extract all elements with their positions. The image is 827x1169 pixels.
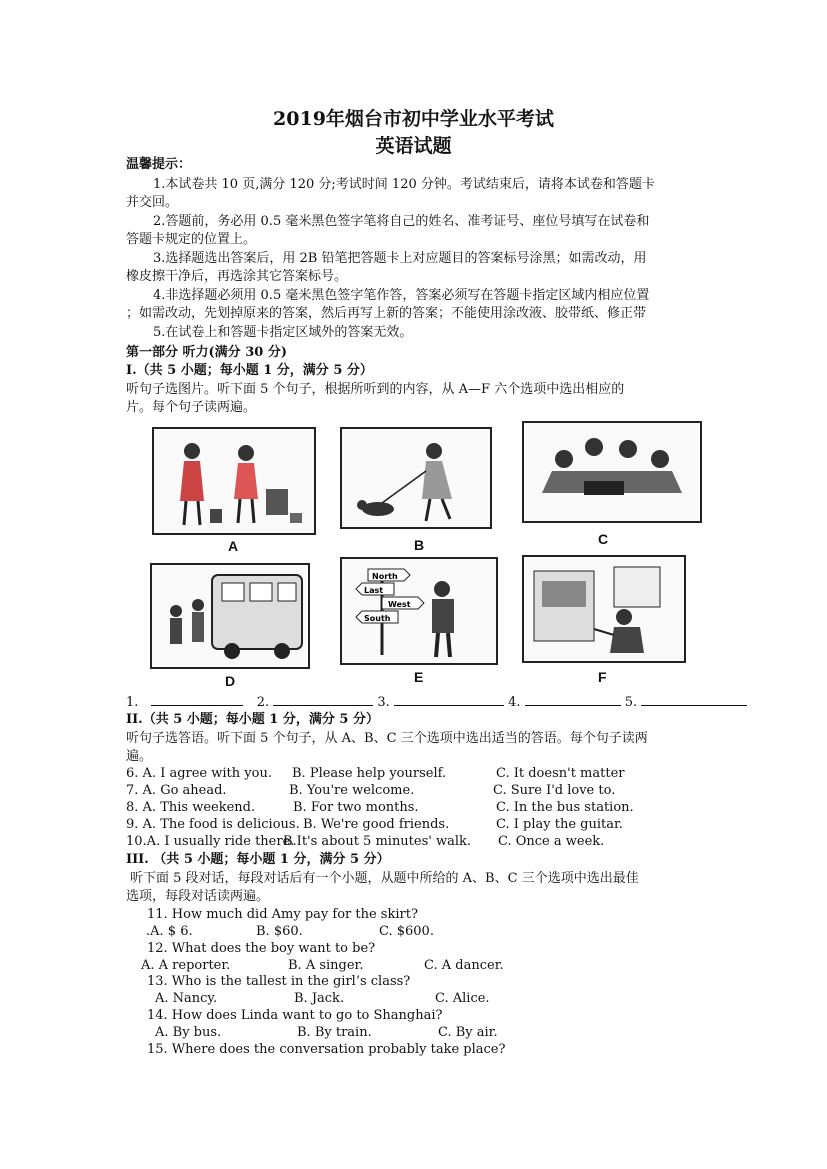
section-two-instruction-cont: 遍。 <box>126 749 153 764</box>
q15-question: 15. Where does the conversation probably take place? <box>147 1042 506 1057</box>
q8-option-b: B. For two months. <box>293 800 419 815</box>
blank-label-2: 2. <box>256 695 270 710</box>
notice-item-3: 3.选择题选出答案后，用 2B 铅笔把答题卡上对应题目的答案标号涂黑；如需改动，用 <box>153 251 647 266</box>
q11-option-c: C. $600. <box>379 924 434 939</box>
picture-f-cooking <box>522 555 686 663</box>
q10-option-c: C. Once a week. <box>498 834 605 849</box>
section-one-instruction: 听句子选图片。听下面 5 个句子，根据所听到的内容，从 A—F 六个选项中选出相应的 <box>126 382 625 397</box>
q13-option-c: C. Alice. <box>435 991 490 1006</box>
q10-option-b: B.It's about 5 minutes' walk. <box>283 834 472 849</box>
q10-option-a: 10.A. I usually ride there. <box>126 834 295 849</box>
picture-d-bus <box>150 563 310 669</box>
section-three-heading: III. （共 5 小题；每小题 1 分，满分 5 分） <box>126 852 390 867</box>
sign-north: North <box>372 572 398 581</box>
walking-dog-illustration <box>342 429 490 527</box>
notice-item-3-cont: 橡皮擦干净后，再选涂其它答案标号。 <box>126 269 348 284</box>
sign-south: South <box>364 614 391 623</box>
q11-question: 11. How much did Amy pay for the skirt? <box>147 907 418 922</box>
q9-option-a: 9. A. The food is delicious. <box>126 817 300 832</box>
picture-e-signpost <box>340 557 498 665</box>
q12-question: 12. What does the boy want to be? <box>147 941 376 956</box>
notice-item-5: 5.在试卷上和答题卡指定区域外的答案无效。 <box>153 325 413 340</box>
q12-option-a: A. A reporter. <box>141 958 231 973</box>
answer-blank-4[interactable] <box>525 693 621 706</box>
q13-option-a: A. Nancy. <box>155 991 218 1006</box>
q11-option-b: B. $60. <box>256 924 303 939</box>
answer-blanks-row <box>126 693 747 711</box>
picture-b-walking-dog <box>340 427 492 529</box>
section-three-instruction: 听下面 5 段对话，每段对话后有一个小题，从题中所给的 A、B、C 三个选项中选出最佳 <box>130 871 639 886</box>
blank-label-5: 5. <box>624 695 638 710</box>
q9-option-c: C. I play the guitar. <box>496 817 623 832</box>
notice-item-4-cont: ；如需改动，先划掉原来的答案，然后再写上新的答案；不能使用涂改液、胶带纸、修正带 <box>126 306 647 321</box>
q7-option-b: B. You're welcome. <box>289 783 415 798</box>
signpost-illustration <box>342 559 496 663</box>
q14-option-a: A. By bus. <box>155 1025 222 1040</box>
q6-option-b: B. Please help yourself. <box>292 766 447 781</box>
picture-a-shopping <box>152 427 316 535</box>
q6-option-c: C. It doesn't matter <box>496 766 625 781</box>
exam-subtitle: 英语试题 <box>375 135 452 157</box>
section-one-heading: I.（共 5 小题；每小题 1 分，满分 5 分） <box>126 363 373 378</box>
notice-item-2-cont: 答题卡规定的位置上。 <box>126 232 257 247</box>
notice-item-1-cont: 并交回。 <box>126 195 179 210</box>
blank-label-3: 3. <box>377 695 390 710</box>
section-one-instruction-cont: 片。每个句子读两遍。 <box>126 400 257 415</box>
picture-label-d: D <box>225 673 236 689</box>
q12-option-c: C. A dancer. <box>424 958 504 973</box>
q14-question: 14. How does Linda want to go to Shanghai? <box>147 1008 443 1023</box>
blank-label-4: 4. <box>508 695 521 710</box>
section-two-instruction: 听句子选答语。听下面 5 个句子，从 A、B、C 三个选项中选出适当的答语。每个句子读两 <box>126 731 648 746</box>
notice-heading: 温馨提示： <box>126 157 192 172</box>
q7-option-c: C. Sure I'd love to. <box>493 783 616 798</box>
shopping-illustration <box>154 429 314 533</box>
section-two-heading: II.（共 5 小题；每小题 1 分，满分 5 分） <box>126 712 379 727</box>
q8-option-c: C. In the bus station. <box>496 800 634 815</box>
picture-label-c: C <box>598 531 609 547</box>
q14-option-c: C. By air. <box>438 1025 498 1040</box>
picture-label-b: B <box>414 537 425 553</box>
picture-label-f: F <box>598 669 607 685</box>
picture-label-a: A <box>228 538 239 554</box>
q8-option-a: 8. A. This weekend. <box>126 800 256 815</box>
exam-title: 2019年烟台市初中学业水平考试 <box>273 108 554 130</box>
sign-west: West <box>388 600 411 609</box>
answer-blank-1[interactable] <box>151 693 243 706</box>
group-study-illustration <box>524 423 700 521</box>
q12-option-b: B. A singer. <box>288 958 364 973</box>
q13-question: 13. Who is the tallest in the girl’s class? <box>147 974 411 989</box>
q7-option-a: 7. A. Go ahead. <box>126 783 227 798</box>
q13-option-b: B. Jack. <box>294 991 345 1006</box>
section-three-instruction-cont: 选项，每段对话读两遍。 <box>126 889 270 904</box>
cooking-illustration <box>524 557 684 661</box>
picture-label-e: E <box>414 669 424 685</box>
answer-blank-5[interactable] <box>641 693 747 706</box>
bus-illustration <box>152 565 308 667</box>
sign-last: Last <box>364 586 384 595</box>
q11-option-a: .A. $ 6. <box>146 924 193 939</box>
answer-blank-3[interactable] <box>394 693 504 706</box>
blank-label-1: 1. <box>126 695 139 710</box>
answer-blank-2[interactable] <box>273 693 373 706</box>
q14-option-b: B. By train. <box>297 1025 372 1040</box>
notice-item-2: 2.答题前，务必用 0.5 毫米黑色签字笔将自己的姓名、准考证号、座位号填写在试卷和 <box>153 214 650 229</box>
part-one-heading: 第一部分 听力(满分 30 分) <box>126 345 287 360</box>
notice-item-4: 4.非选择题必须用 0.5 毫米黑色签字笔作答，答案必须写在答题卡指定区域内相应位置 <box>153 288 650 303</box>
notice-item-1: 1.本试卷共 10 页,满分 120 分;考试时间 120 分钟。考试结束后，请将本试卷和答题卡 <box>153 177 655 192</box>
picture-c-group-study <box>522 421 702 523</box>
q6-option-a: 6. A. I agree with you. <box>126 766 272 781</box>
q9-option-b: B. We're good friends. <box>303 817 450 832</box>
